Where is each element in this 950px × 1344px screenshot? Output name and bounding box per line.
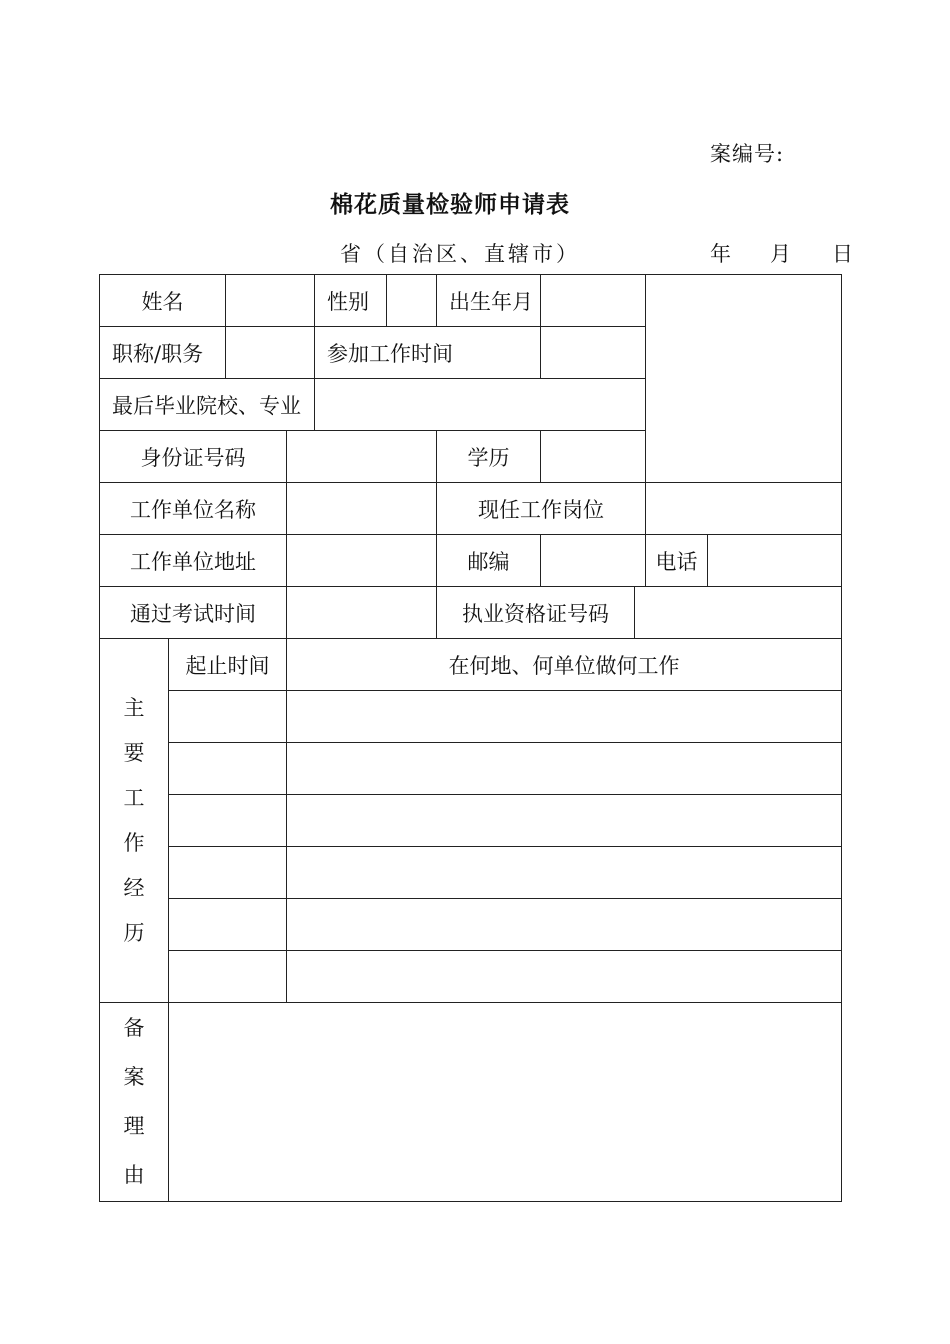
phone-field[interactable] (708, 535, 842, 587)
form-row-basic (100, 275, 842, 327)
experience-detail-field[interactable] (287, 795, 842, 847)
position-field[interactable] (646, 483, 842, 535)
work-start-label: 参加工作时间 (315, 327, 541, 379)
photo-box[interactable] (646, 275, 842, 483)
experience-row (100, 951, 842, 1003)
experience-detail-header: 在何地、何单位做何工作 (287, 639, 842, 691)
experience-period-field[interactable] (169, 951, 287, 1003)
work-start-field[interactable] (541, 327, 646, 379)
experience-period-header: 起止时间 (169, 639, 287, 691)
reason-section-label (100, 1003, 169, 1202)
id-field[interactable] (287, 431, 437, 483)
exam-time-label: 通过考试时间 (100, 587, 287, 639)
cert-number-field[interactable] (635, 587, 842, 639)
gender-field[interactable] (387, 275, 437, 327)
address-label: 工作单位地址 (100, 535, 287, 587)
id-label: 身份证号码 (100, 431, 287, 483)
experience-detail-field[interactable] (287, 743, 842, 795)
form-row-employer (100, 483, 842, 535)
title-field[interactable] (226, 327, 315, 379)
title-label: 职称/职务 (100, 327, 226, 379)
file-number-label: 案编号: (710, 142, 785, 166)
form-row-exam (100, 587, 842, 639)
education-label: 学历 (437, 431, 541, 483)
experience-detail-field[interactable] (287, 899, 842, 951)
address-field[interactable] (287, 535, 437, 587)
exam-time-field[interactable] (287, 587, 437, 639)
day-label: 日 (832, 242, 853, 266)
graduation-label: 最后毕业院校、专业 (100, 379, 315, 431)
employer-field[interactable] (287, 483, 437, 535)
employer-label: 工作单位名称 (100, 483, 287, 535)
name-label: 姓名 (100, 275, 226, 327)
reason-field[interactable] (169, 1003, 842, 1202)
experience-detail-field[interactable] (287, 847, 842, 899)
application-form-table (99, 274, 842, 1202)
month-label: 月 (770, 242, 791, 266)
cert-number-label: 执业资格证号码 (437, 587, 635, 639)
birth-field[interactable] (541, 275, 646, 327)
position-label: 现任工作岗位 (437, 483, 646, 535)
experience-row (100, 743, 842, 795)
experience-detail-field[interactable] (287, 691, 842, 743)
experience-period-field[interactable] (169, 899, 287, 951)
experience-period-field[interactable] (169, 795, 287, 847)
year-label: 年 (710, 242, 731, 266)
experience-period-field[interactable] (169, 743, 287, 795)
education-field[interactable] (541, 431, 646, 483)
experience-row (100, 691, 842, 743)
experience-header-row (100, 639, 842, 691)
experience-section-label (100, 639, 169, 1003)
experience-period-field[interactable] (169, 847, 287, 899)
name-field[interactable] (226, 275, 315, 327)
form-row-address (100, 535, 842, 587)
province-label: 省（自治区、直辖市） (340, 242, 580, 266)
reason-section-text: 备案理由 (123, 1016, 145, 1187)
experience-period-field[interactable] (169, 691, 287, 743)
graduation-field[interactable] (315, 379, 646, 431)
postcode-label: 邮编 (437, 535, 541, 587)
experience-row (100, 795, 842, 847)
postcode-field[interactable] (541, 535, 646, 587)
phone-label: 电话 (646, 535, 708, 587)
experience-section-text: 主要工作经历 (123, 695, 145, 945)
reason-row (100, 1003, 842, 1202)
birth-label: 出生年月 (437, 275, 541, 327)
experience-row (100, 899, 842, 951)
experience-row (100, 847, 842, 899)
experience-detail-field[interactable] (287, 951, 842, 1003)
form-title: 棉花质量检验师申请表 (330, 192, 570, 218)
gender-label: 性别 (315, 275, 387, 327)
